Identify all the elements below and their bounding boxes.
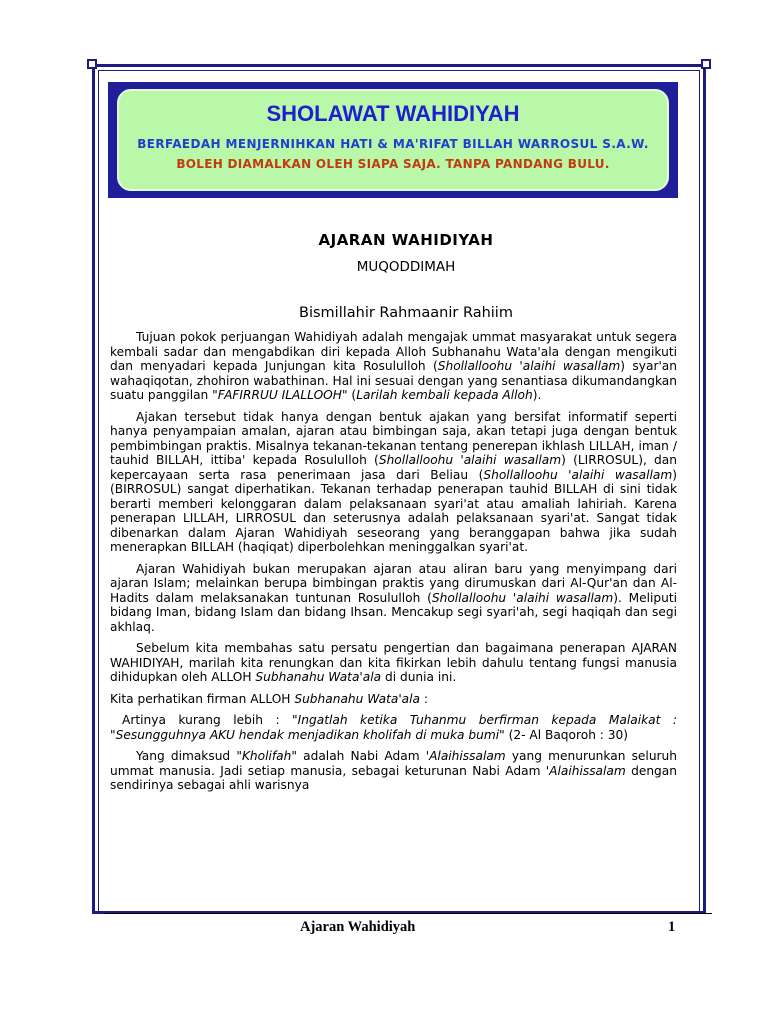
text-run: adalah Nabi Adam ' — [296, 749, 430, 763]
document-title: AJARAN WAHIDIYAH — [318, 231, 494, 249]
italic-run: Shollalloohu 'alaihi wasallam — [483, 467, 673, 482]
paragraph-4 — [110, 641, 677, 685]
page-number: 1 — [668, 919, 676, 935]
paragraph-3 — [110, 562, 677, 635]
text-run: Ajakan tersebut tidak hanya dengan bentuk ajakan yang bersifat informatif seperti hanya penyampaian amalan, ajaran atau bimbingan saja, akan tetapi juga dengan bentuk pembimbingan praktis. Misalnya tekanan-tekanan tentang penerepan ikhlash LILLAH, iman / tauhid BILLAH, ittiba' kepada Rosululloh ( — [110, 409, 677, 467]
paragraph-7 — [110, 749, 677, 793]
paragraph-1 — [110, 330, 677, 403]
text-run: ( — [347, 388, 357, 402]
banner-subtitle-1: BERFAEDAH MENJERNIHKAN HATI & MA'RIFAT BILLAH WARROSUL S.A.W. — [137, 137, 649, 151]
italic-run: "FAFIRRUU ILALLOOH" — [212, 388, 348, 402]
text-run: Yang dimaksud " — [136, 749, 242, 763]
text-run: Artinya kurang lebih : " — [122, 713, 298, 727]
text-run: ) syar'an wahaqiqotan, zhohiron wabathinan. Hal ini sesuai dengan yang senantiasa dikumandangkan suatu panggilan — [110, 359, 677, 402]
text-run: dengan sendirinya sebagai ahli warisnya — [110, 763, 677, 792]
paragraph-5 — [110, 692, 677, 707]
italic-run: Subhanahu Wata'ala — [294, 691, 421, 706]
text-run: (2- Al Baqoroh : 30) — [504, 727, 629, 742]
banner-subtitle-2: BOLEH DIAMALKAN OLEH SIAPA SAJA. TANPA PANDANG BULU. — [176, 157, 610, 171]
italic-run: Ingatlah ketika Tuhanmu berfirman kepada Malaikat : "Sesungguhnya AKU hendak menjadikan kholifah di muka bumi" — [110, 713, 677, 742]
text-run: ). — [532, 388, 542, 402]
italic-run: Subhanahu Wata'ala — [255, 670, 382, 684]
document-subtitle: MUQODDIMAH — [356, 259, 456, 275]
italic-run: Shollalloohu 'alaihi wasallam — [431, 590, 614, 605]
text-run: : — [420, 691, 428, 706]
text-run: yang menurunkan seluruh ummat manusia. Jadi setiap manusia, sebagai keturunan Nabi Adam ' — [110, 749, 678, 778]
italic-run: Larilah kembali kepada Alloh — [356, 388, 533, 402]
header-banner-panel — [117, 89, 669, 191]
italic-run: Kholifah" — [241, 749, 297, 763]
text-run: Sebelum kita membahas satu persatu pengertian dan bagaimana penerapan AJARAN WAHIDIYAH, marilah kita renungkan dan kita fikirkan lebih dahulu tentang fungsi manusia dihidupkan oleh ALLOH — [110, 641, 677, 684]
corner-ornament-top-right — [701, 59, 711, 69]
italic-run: Alaihissalam — [549, 763, 626, 778]
basmalah-heading: Bismillahir Rahmaanir Rahiim — [299, 305, 513, 321]
paragraph-2 — [110, 410, 677, 555]
footer-title: Ajaran Wahidiyah — [300, 919, 416, 935]
paragraph-6-quote — [110, 713, 677, 742]
corner-ornament-top-left — [87, 59, 97, 69]
banner-title: SHOLAWAT WAHIDIYAH — [266, 101, 520, 126]
text-run: Ajaran Wahidiyah bukan merupakan ajaran atau aliran baru yang menyimpang dari ajaran Islam; melainkan berupa bimbingan praktis yang dirumuskan dari Al-Qur'an dan Al-Hadits dalam melaksanakan tuntunan Rosululloh ( — [110, 561, 677, 605]
text-run: ). Meliputi bidang Iman, bidang Islam dan bidang Ihsan. Mencakup segi syari'ah, segi haqiqah dan segi akhlaq. — [110, 590, 677, 634]
text-run: ) (BIRROSUL) sangat diperhatikan. Tekanan terhadap penerapan tauhid BILLAH di sini tidak berarti memberi kelonggaran dalam pelaksanaan syari'at atau amaliah lahiriah. Karena penerapan LILLAH, LIRROSUL dan seterusnya adalah pelaksanaan syari'at. Sangat tidak dibenarkan dalam Ajaran Wahidiyah seseorang yang beranggapan bahwa jika sudah menerapkan BILLAH (haqiqat) diperbolehkan meninggalkan syari'at. — [110, 467, 677, 554]
footer-rule — [104, 913, 712, 914]
italic-run: Shollalloohu 'alaihi wasallam — [437, 359, 621, 373]
text-run: di dunia ini. — [381, 670, 457, 684]
italic-run: Shollalloohu 'alaihi wasallam — [378, 453, 562, 467]
text-run: Tujuan pokok perjuangan Wahidiyah adalah mengajak ummat masyarakat untuk segera kembali sadar dan mengabdikan diri kepada Alloh Subhanahu Wata'ala dengan mengikuti dan menyadari kepada Junjungan kita Rosululloh ( — [110, 330, 677, 373]
document-body — [110, 330, 677, 800]
text-run: ) (LIRROSUL), dan kepercayaan serta rasa penerimaan jasa dari Beliau ( — [110, 453, 677, 482]
text-run: Kita perhatikan firman ALLOH — [110, 691, 295, 706]
italic-run: Alaihissalam — [429, 749, 506, 763]
